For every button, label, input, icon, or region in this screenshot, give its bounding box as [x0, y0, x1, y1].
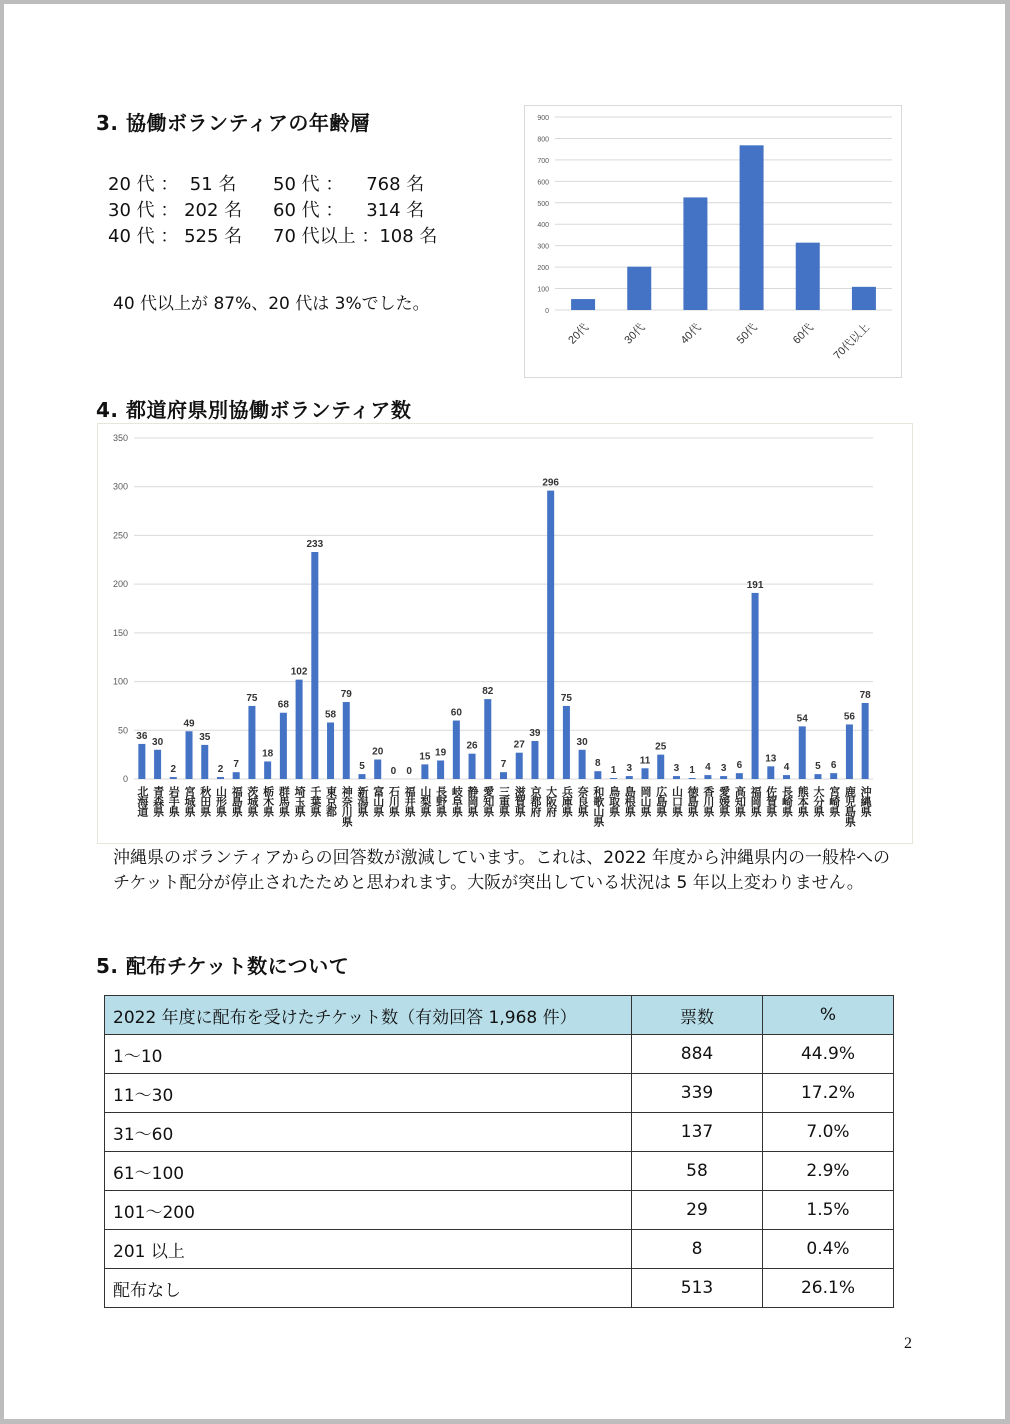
percent-cell: 2.9%: [763, 1152, 894, 1191]
data-label: 5: [815, 761, 821, 773]
x-tick-label: 千葉県: [308, 786, 322, 816]
x-tick-label: 20代: [566, 321, 592, 347]
age-left: 20 代 ： 51 名: [108, 174, 237, 195]
x-tick-label: 50代: [734, 321, 760, 347]
bar: [311, 552, 318, 779]
x-tick-label: 広島県: [654, 786, 668, 816]
prefecture-comment: 沖縄県のボランティアからの回答数が激減しています。これは、2022 年度から沖縄県内の一般枠へのチケット配分が停止されたためと思われます。大阪が突出している状況は 5 年以上変わりません。: [113, 848, 890, 893]
bar: [170, 777, 177, 779]
count-cell: 513: [632, 1269, 763, 1308]
data-label: 35: [199, 731, 211, 743]
data-label: 3: [626, 763, 633, 775]
x-tick-label: 熊本県: [796, 786, 810, 816]
data-label: 54: [796, 713, 808, 725]
y-tick-label: 0: [122, 774, 128, 784]
bar: [264, 761, 271, 779]
x-tick-label: 長野県: [434, 786, 448, 816]
data-label: 82: [482, 686, 494, 698]
bar: [296, 680, 303, 779]
data-label: 6: [830, 760, 837, 772]
data-label: 2: [217, 764, 224, 776]
percent-cell: 1.5%: [763, 1191, 894, 1230]
x-tick-label: 秋田県: [198, 786, 212, 816]
bar: [830, 773, 837, 779]
data-label: 25: [655, 741, 667, 753]
y-tick-label: 50: [117, 725, 128, 736]
section5-title: 5. 配布チケット数について: [96, 954, 350, 978]
data-label: 56: [843, 711, 855, 723]
table-row: [105, 1152, 894, 1191]
prefecture-chart: [97, 423, 913, 844]
y-tick-label: 300: [537, 243, 549, 251]
bar: [862, 703, 869, 779]
count-cell: 884: [632, 1035, 763, 1074]
bar: [374, 760, 381, 779]
x-tick-label: 新潟県: [355, 786, 369, 816]
table-row: [105, 1074, 894, 1113]
bar: [673, 776, 680, 779]
x-tick-label: 青森県: [151, 786, 165, 816]
section3-title: 3. 協働ボランティアの年齢層: [96, 111, 371, 135]
data-label: 296: [542, 477, 560, 489]
bar: [563, 706, 570, 779]
percent-cell: 17.2%: [763, 1074, 894, 1113]
data-label: 6: [736, 760, 743, 772]
bar: [343, 702, 350, 779]
x-tick-label: 福岡県: [749, 786, 763, 816]
bar: [796, 243, 820, 310]
range-cell: 配布なし: [105, 1269, 632, 1308]
x-tick-label: 香川県: [701, 786, 715, 816]
range-cell: 201 以上: [105, 1230, 632, 1269]
x-tick-label: 東京都: [324, 786, 338, 816]
bar: [799, 726, 806, 779]
bar: [720, 776, 727, 779]
data-label: 60: [450, 707, 462, 719]
bar: [233, 772, 240, 779]
y-tick-label: 200: [537, 265, 549, 273]
data-label: 68: [277, 699, 289, 711]
x-tick-label: 北海道: [135, 786, 149, 816]
x-tick-label: 佐賀県: [764, 786, 778, 816]
data-label: 36: [136, 730, 148, 742]
section4-title: 4. 都道府県別協働ボランティア数: [96, 398, 412, 422]
bar: [783, 775, 790, 779]
x-tick-label: 岐阜県: [450, 786, 464, 816]
data-label: 3: [720, 763, 727, 775]
y-tick-label: 500: [537, 200, 549, 208]
y-tick-label: 800: [537, 136, 549, 144]
data-label: 191: [746, 579, 764, 591]
data-label: 8: [595, 758, 601, 770]
bar: [453, 721, 460, 779]
data-label: 233: [306, 538, 324, 550]
count-cell: 58: [632, 1152, 763, 1191]
data-label: 4: [705, 762, 711, 774]
range-cell: 11～30: [105, 1074, 632, 1113]
age-right: 50 代 ： 768 名: [273, 174, 425, 195]
x-tick-label: 大分県: [811, 786, 825, 816]
bar: [740, 145, 764, 310]
x-tick-label: 和歌山県: [591, 786, 605, 826]
percent-cell: 44.9%: [763, 1035, 894, 1074]
data-label: 18: [262, 748, 274, 760]
x-tick-label: 富山県: [371, 786, 385, 816]
table-row: [105, 1035, 894, 1074]
data-label: 11: [639, 755, 651, 767]
bar: [594, 771, 601, 779]
bar: [626, 776, 633, 779]
data-label: 1: [610, 765, 617, 777]
bar: [642, 768, 649, 779]
data-label: 2: [170, 764, 177, 776]
x-tick-label: 40代: [678, 321, 704, 347]
data-label: 26: [466, 740, 478, 752]
x-tick-label: 山口県: [670, 786, 684, 816]
data-label: 102: [290, 666, 308, 678]
percent-cell: 7.0%: [763, 1113, 894, 1152]
bar: [186, 731, 193, 779]
y-tick-label: 600: [537, 179, 549, 187]
bar: [579, 750, 586, 779]
x-tick-label: 宮崎県: [827, 786, 841, 816]
x-tick-label: 茨城県: [245, 786, 259, 816]
age-chart: [524, 105, 902, 378]
x-tick-label: 静岡県: [466, 786, 480, 816]
x-tick-label: 兵庫県: [560, 786, 574, 816]
data-label: 79: [340, 689, 352, 701]
x-tick-label: 京都府: [528, 786, 542, 816]
x-tick-label: 福井県: [403, 786, 417, 816]
data-label: 30: [152, 736, 164, 748]
age-right: 60 代 ： 314 名: [273, 200, 425, 221]
x-tick-label: 沖縄県: [859, 786, 873, 816]
y-tick-label: 200: [112, 579, 128, 590]
data-label: 75: [560, 692, 572, 704]
x-tick-label: 山梨県: [418, 786, 432, 816]
percent-cell: 26.1%: [763, 1269, 894, 1308]
data-label: 19: [435, 747, 447, 759]
bar: [437, 760, 444, 779]
age-breakdown: [108, 172, 437, 250]
data-label: 27: [513, 739, 525, 751]
bar: [571, 299, 595, 310]
data-label: 78: [859, 690, 871, 702]
y-tick-label: 400: [537, 222, 549, 230]
x-tick-label: 鳥取県: [607, 786, 621, 816]
bar: [846, 724, 853, 779]
x-tick-label: 岡山県: [639, 786, 652, 816]
table-row: [105, 1113, 894, 1152]
bar: [484, 699, 491, 779]
x-tick-label: 滋賀県: [513, 786, 527, 816]
x-tick-label: 奈良県: [576, 786, 590, 816]
data-label: 5: [359, 761, 365, 773]
bar: [248, 706, 255, 779]
bar: [138, 744, 145, 779]
age-left: 40 代 ： 525 名: [108, 226, 243, 247]
x-tick-label: 宮城県: [183, 786, 197, 816]
x-tick-label: 大阪府: [544, 786, 558, 816]
bar: [704, 775, 711, 779]
data-label: 7: [233, 759, 239, 771]
table-row: [105, 1230, 894, 1269]
percent-cell: 0.4%: [763, 1230, 894, 1269]
bar: [610, 778, 617, 779]
bar: [689, 778, 696, 779]
x-tick-label: 三重県: [497, 786, 511, 816]
x-tick-label: 島根県: [623, 786, 637, 816]
bar: [421, 764, 428, 779]
data-label: 58: [324, 709, 337, 721]
y-tick-label: 300: [112, 481, 128, 492]
x-tick-label: 岩手県: [167, 786, 181, 816]
y-tick-label: 250: [112, 530, 128, 541]
bar: [752, 593, 759, 779]
bar: [154, 750, 161, 779]
data-label: 0: [390, 766, 397, 777]
ticket-table: [104, 995, 894, 1308]
x-tick-label: 埼玉県: [293, 786, 307, 816]
bar: [280, 713, 287, 779]
y-tick-label: 900: [537, 115, 549, 122]
table-row: [105, 1191, 894, 1230]
header-category: 2022 年度に配布を受けたチケット数（有効回答 1,968 件）: [105, 996, 632, 1035]
range-cell: 31～60: [105, 1113, 632, 1152]
bar: [547, 491, 554, 779]
data-label: 75: [246, 692, 258, 704]
bar: [814, 774, 821, 779]
data-label: 30: [576, 736, 588, 748]
bar: [358, 774, 365, 779]
count-cell: 8: [632, 1230, 763, 1269]
bar: [736, 773, 743, 779]
data-label: 20: [372, 746, 384, 758]
bar: [767, 766, 774, 779]
data-label: 39: [529, 728, 541, 740]
y-tick-label: 100: [537, 286, 549, 294]
header-count: 票数: [632, 996, 763, 1035]
age-right: 70 代以上 ：108 名: [273, 226, 438, 247]
x-tick-label: 30代: [622, 321, 648, 347]
y-tick-label: 700: [537, 157, 549, 165]
x-tick-label: 高知県: [733, 786, 747, 816]
data-label: 0: [406, 766, 412, 777]
table-header-row: [105, 996, 894, 1035]
data-label: 4: [783, 762, 790, 774]
bar: [469, 754, 476, 779]
page-number: 2: [904, 1335, 912, 1352]
bar: [516, 753, 523, 779]
prefecture-chart-svg: [98, 424, 914, 845]
x-tick-label: 愛知県: [481, 786, 495, 816]
y-tick-label: 350: [112, 433, 128, 443]
x-tick-label: 群馬県: [277, 786, 291, 816]
x-tick-label: 栃木県: [261, 786, 275, 816]
data-label: 3: [673, 763, 680, 775]
x-tick-label: 長崎県: [780, 786, 794, 816]
bar: [531, 741, 538, 779]
age-summary: 40 代以上が 87%、20 代は 3%でした。: [113, 294, 430, 314]
range-cell: 61～100: [105, 1152, 632, 1191]
x-tick-label: 福島県: [230, 786, 244, 816]
header-percent: %: [763, 996, 894, 1035]
x-tick-label: 60代: [790, 321, 816, 347]
y-tick-label: 150: [112, 627, 128, 638]
bar: [852, 287, 876, 310]
age-chart-svg: [525, 106, 903, 379]
x-tick-label: 鹿児島県: [843, 786, 857, 826]
data-label: 13: [765, 753, 777, 765]
table-row: [105, 1269, 894, 1308]
data-label: 1: [689, 765, 695, 777]
data-label: 15: [419, 751, 431, 763]
age-left: 30 代 ： 202 名: [108, 200, 243, 221]
bar: [627, 267, 651, 310]
bar: [683, 197, 707, 310]
data-label: 49: [183, 718, 195, 730]
y-tick-label: 100: [112, 676, 128, 687]
bar: [201, 745, 208, 779]
count-cell: 137: [632, 1113, 763, 1152]
range-cell: 1～10: [105, 1035, 632, 1074]
count-cell: 29: [632, 1191, 763, 1230]
x-tick-label: 70代以上: [831, 321, 873, 363]
data-label: 7: [500, 759, 507, 771]
x-tick-label: 神奈川県: [340, 786, 354, 826]
range-cell: 101～200: [105, 1191, 632, 1230]
x-tick-label: 山形県: [214, 786, 228, 816]
x-tick-label: 愛媛県: [717, 786, 731, 816]
bar: [500, 772, 507, 779]
bar: [657, 755, 664, 779]
x-tick-label: 徳島県: [686, 786, 700, 816]
bar: [327, 722, 334, 779]
x-tick-label: 石川県: [387, 786, 401, 816]
bar: [217, 777, 224, 779]
count-cell: 339: [632, 1074, 763, 1113]
y-tick-label: 0: [545, 308, 549, 315]
